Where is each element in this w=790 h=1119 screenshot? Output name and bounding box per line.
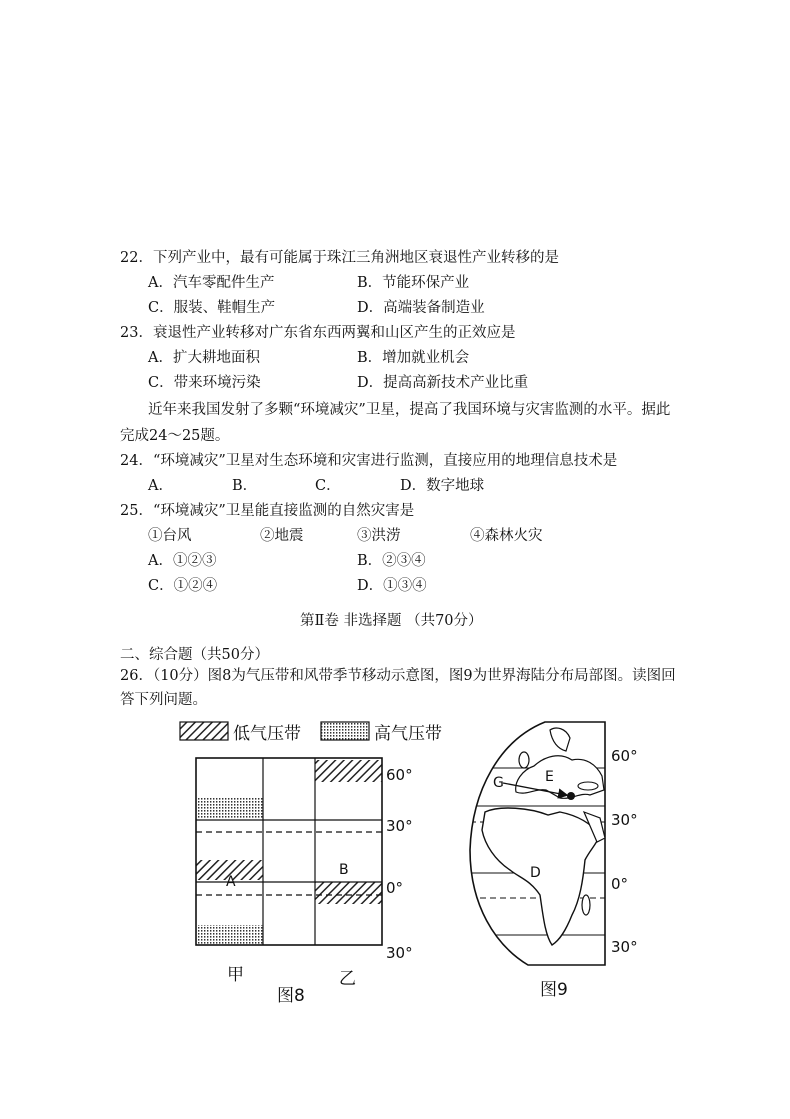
- left-high-pressure-band-south: [196, 925, 263, 945]
- q25-option-b: B．②③④: [357, 553, 426, 569]
- q23-option-c: C．带来环境污染: [148, 375, 261, 391]
- british-isles-shape: [519, 752, 529, 768]
- label-b: B: [339, 862, 349, 878]
- q26-stem-line-2: 答下列问题。: [120, 692, 207, 708]
- right-low-pressure-band-equator: [315, 882, 382, 904]
- fig9-lat-60: 60°: [611, 747, 638, 765]
- column-label-yi: 乙: [339, 969, 356, 989]
- q23-option-b: B．增加就业机会: [357, 350, 470, 366]
- label-a: A: [226, 874, 236, 890]
- q23-option-d: D．提高高新技术产业比重: [357, 375, 529, 391]
- q24-option-a: A．: [148, 478, 173, 494]
- q25-item-1: ①台风: [148, 528, 192, 544]
- legend-high-pressure-swatch: [321, 722, 369, 740]
- q26-stem-line-1: 26．（10分）图8为气压带和风带季节移动示意图，图9为世界海陆分布局部图。读图回: [120, 668, 676, 684]
- q22-stem: 22．下列产业中，最有可能属于珠江三角洲地区衰退性产业转移的是: [120, 250, 559, 266]
- figure-9: [460, 722, 638, 1000]
- black-sea-shape: [578, 782, 598, 790]
- section-title: 第Ⅱ卷 非选择题 （共70分）: [300, 613, 483, 629]
- q24-stem: 24．“环境减灾”卫星对生态环境和灾害进行监测，直接应用的地理信息技术是: [120, 453, 618, 469]
- passage-line-1: 近年来我国发射了多颗“环境减灾”卫星，提高了我国环境与灾害监测的水平。据此: [148, 402, 671, 418]
- fig8-lat-60: 60°: [386, 766, 413, 784]
- q23-option-a: A．扩大耕地面积: [148, 350, 260, 366]
- q25-item-2: ②地震: [260, 528, 304, 544]
- figure-9-caption: 图9: [540, 980, 568, 1000]
- q22-option-a: A．汽车零配件生产: [148, 275, 275, 291]
- fig9-lat-30s: 30°: [611, 938, 638, 956]
- legend-low-pressure-swatch: [180, 722, 228, 740]
- legend-low-pressure-label: 低气压带: [233, 724, 301, 744]
- q25-stem: 25．“环境减灾”卫星能直接监测的自然灾害是: [120, 503, 415, 519]
- fig8-lat-30n: 30°: [386, 817, 413, 835]
- figures-8-9: [170, 712, 650, 1012]
- q25-option-a: A．①②③: [148, 553, 217, 569]
- q24-option-c: C．: [315, 478, 341, 494]
- left-high-pressure-band-north: [196, 798, 263, 818]
- q25-item-4: ④森林火灾: [470, 528, 543, 544]
- arrow-target-marker: [567, 792, 575, 800]
- q23-stem: 23．衰退性产业转移对广东省东西两翼和山区产生的正效应是: [120, 325, 516, 341]
- label-g: G: [493, 775, 504, 791]
- column-label-jia: 甲: [227, 965, 244, 985]
- q25-option-c: C．①②④: [148, 578, 218, 594]
- label-d: D: [530, 865, 541, 881]
- fig8-lat-30s: 30°: [386, 944, 413, 962]
- madagascar-shape: [582, 895, 590, 915]
- q22-option-b: B．节能环保产业: [357, 275, 470, 291]
- label-e: E: [545, 769, 554, 785]
- section-part-heading: 二、综合题（共50分）: [120, 647, 269, 663]
- q25-option-d: D．①③④: [357, 578, 427, 594]
- fig9-lat-0: 0°: [611, 875, 629, 893]
- passage-line-2: 完成24～25题。: [120, 428, 230, 444]
- figure-8-caption: 图8: [277, 986, 305, 1006]
- q24-option-b: B．: [232, 478, 258, 494]
- q25-item-3: ③洪涝: [357, 528, 401, 544]
- q22-option-c: C．服装、鞋帽生产: [148, 300, 276, 316]
- fig9-lat-30n: 30°: [611, 811, 638, 829]
- right-low-pressure-band-north: [315, 760, 382, 782]
- fig8-lat-0: 0°: [386, 879, 404, 897]
- q22-option-d: D．高端装备制造业: [357, 300, 485, 316]
- grid-frame: [196, 758, 382, 945]
- legend-high-pressure-label: 高气压带: [374, 724, 442, 744]
- q24-option-d: D．数字地球: [400, 478, 485, 494]
- figure-8: [180, 722, 442, 1006]
